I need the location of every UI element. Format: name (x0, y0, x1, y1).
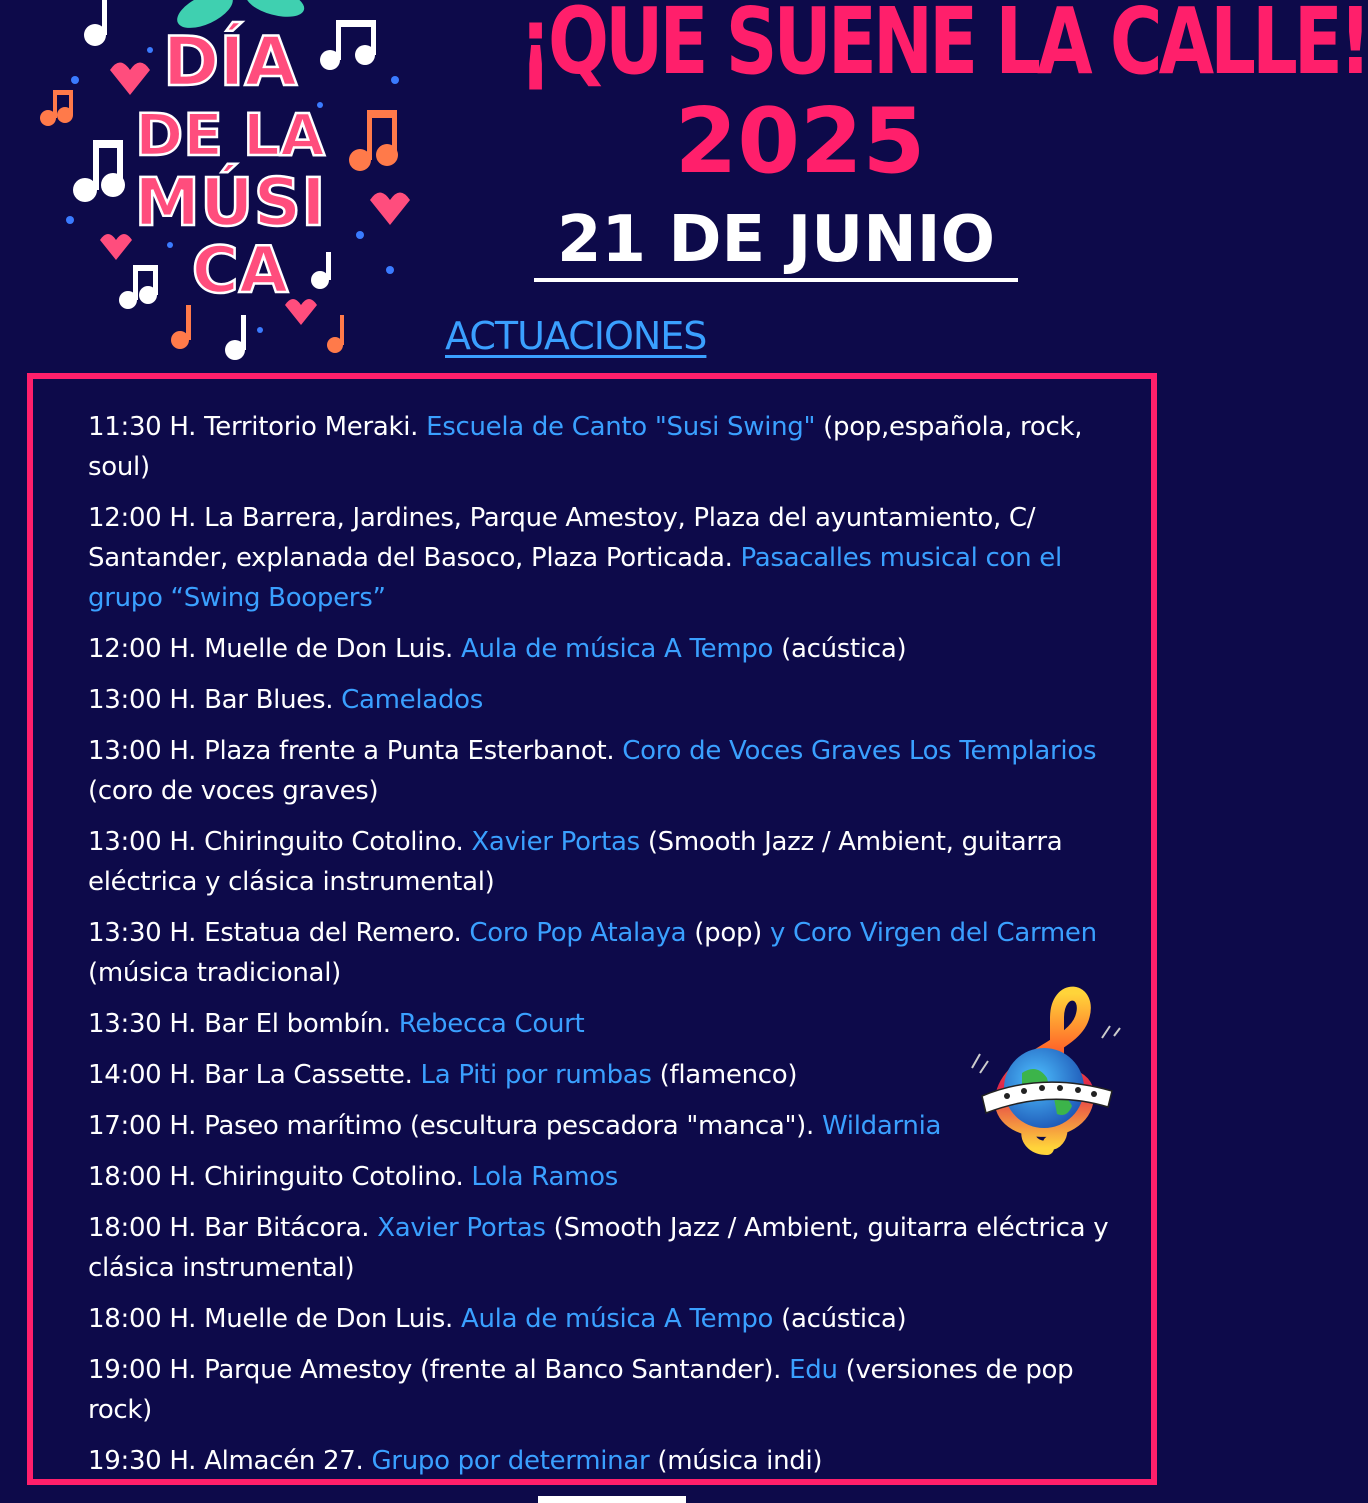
schedule-time: 13:00 H. (88, 827, 197, 857)
footer-logo-strip (538, 1496, 686, 1503)
schedule-panel (27, 373, 1157, 1485)
schedule-item (88, 1208, 1123, 1288)
schedule-time: 18:00 H. (88, 1162, 197, 1192)
schedule-time: 19:00 H. (88, 1355, 197, 1385)
schedule-act: Coro de Voces Graves Los Templarios (622, 736, 1097, 766)
schedule-act: Edu (789, 1355, 838, 1385)
schedule-time: 11:30 H. (88, 412, 197, 442)
schedule-list (88, 407, 1123, 1492)
schedule-genre: (coro de voces graves) (88, 776, 379, 806)
schedule-time: 13:30 H. (88, 1009, 197, 1039)
schedule-place: Bar El bombín. (204, 1009, 391, 1039)
page-title: ¡QUE SUENE LA CALLE! (519, 0, 1368, 95)
schedule-genre: (flamenco) (659, 1060, 798, 1090)
schedule-time: 18:00 H. (88, 1304, 197, 1334)
schedule-place: Bar Bitácora. (204, 1213, 370, 1243)
schedule-place: Paseo marítimo (escultura pescadora "manca"). (204, 1111, 814, 1141)
schedule-place: Territorio Meraki. (204, 412, 419, 442)
schedule-time: 12:00 H. (88, 503, 197, 533)
schedule-time: 13:00 H. (88, 736, 197, 766)
schedule-place: Bar La Cassette. (204, 1060, 413, 1090)
schedule-genre-2: (música tradicional) (88, 958, 341, 988)
schedule-item (88, 498, 1123, 618)
schedule-place: Muelle de Don Luis. (204, 634, 454, 664)
treble-clef-globe-icon (962, 978, 1127, 1168)
svg-text:MÚSI: MÚSI (134, 164, 326, 241)
event-date: 21 DE JUNIO (534, 202, 1018, 282)
schedule-item (88, 1350, 1123, 1430)
section-heading-actuaciones: ACTUACIONES (445, 314, 707, 358)
schedule-time: 12:00 H. (88, 634, 197, 664)
schedule-genre: (versiones de pop rock) (88, 1355, 1074, 1425)
schedule-place: La Barrera, Jardines, Parque Amestoy, Plaza del ayuntamiento, C/ Santander, explanada del Basoco, Plaza Porticada. (88, 503, 1036, 573)
schedule-genre: (Smooth Jazz / Ambient, guitarra eléctrica y clásica instrumental) (88, 1213, 1109, 1283)
schedule-item (88, 731, 1123, 811)
schedule-act: Lola Ramos (471, 1162, 618, 1192)
schedule-act: Xavier Portas (377, 1213, 546, 1243)
schedule-place: Bar Blues. (204, 685, 334, 715)
schedule-place: Muelle de Don Luis. (204, 1304, 454, 1334)
schedule-act: Aula de música A Tempo (461, 1304, 774, 1334)
schedule-act: Aula de música A Tempo (461, 634, 774, 664)
schedule-item (88, 629, 1123, 669)
schedule-time: 14:00 H. (88, 1060, 197, 1090)
schedule-place: Chiringuito Cotolino. (204, 827, 464, 857)
schedule-item (88, 822, 1123, 902)
schedule-genre: (Smooth Jazz / Ambient, guitarra eléctrica y clásica instrumental) (88, 827, 1063, 897)
schedule-time: 13:00 H. (88, 685, 197, 715)
schedule-act: Coro Pop Atalaya (469, 918, 687, 948)
schedule-time: 18:00 H. (88, 1213, 197, 1243)
schedule-genre: (pop,española, rock, soul) (88, 412, 1083, 482)
schedule-place: Parque Amestoy (frente al Banco Santander). (204, 1355, 782, 1385)
schedule-act: Camelados (341, 685, 483, 715)
schedule-time: 13:30 H. (88, 918, 197, 948)
schedule-act: Escuela de Canto "Susi Swing" (426, 412, 816, 442)
schedule-place: Plaza frente a Punta Esterbanot. (204, 736, 615, 766)
schedule-place: Chiringuito Cotolino. (204, 1162, 464, 1192)
svg-text:CA: CA (191, 234, 289, 308)
dia-de-la-musica-logo (30, 0, 430, 380)
schedule-item (88, 680, 1123, 720)
schedule-time: 17:00 H. (88, 1111, 197, 1141)
schedule-item (88, 1441, 1123, 1481)
music-notes-icon (30, 0, 430, 380)
schedule-act-2: y Coro Virgen del Carmen (769, 918, 1097, 948)
schedule-genre: (música indi) (657, 1446, 823, 1476)
schedule-genre: (pop) (694, 918, 762, 948)
schedule-act: Rebecca Court (398, 1009, 585, 1039)
schedule-item (88, 1299, 1123, 1339)
schedule-place: Almacén 27. (204, 1446, 364, 1476)
schedule-item (88, 407, 1123, 487)
schedule-genre: (acústica) (781, 634, 907, 664)
event-year: 2025 (674, 89, 926, 194)
schedule-act: Pasacalles musical con el grupo “Swing Boopers” (88, 543, 1062, 613)
svg-text:DE LA: DE LA (135, 101, 325, 169)
schedule-place: Estatua del Remero. (204, 918, 462, 948)
schedule-act: Xavier Portas (471, 827, 640, 857)
schedule-act: Grupo por determinar (371, 1446, 650, 1476)
svg-text:DÍA: DÍA (162, 23, 298, 102)
schedule-act: Wildarnia (821, 1111, 942, 1141)
schedule-time: 19:30 H. (88, 1446, 197, 1476)
schedule-genre: (acústica) (781, 1304, 907, 1334)
schedule-act: La Piti por rumbas (420, 1060, 652, 1090)
